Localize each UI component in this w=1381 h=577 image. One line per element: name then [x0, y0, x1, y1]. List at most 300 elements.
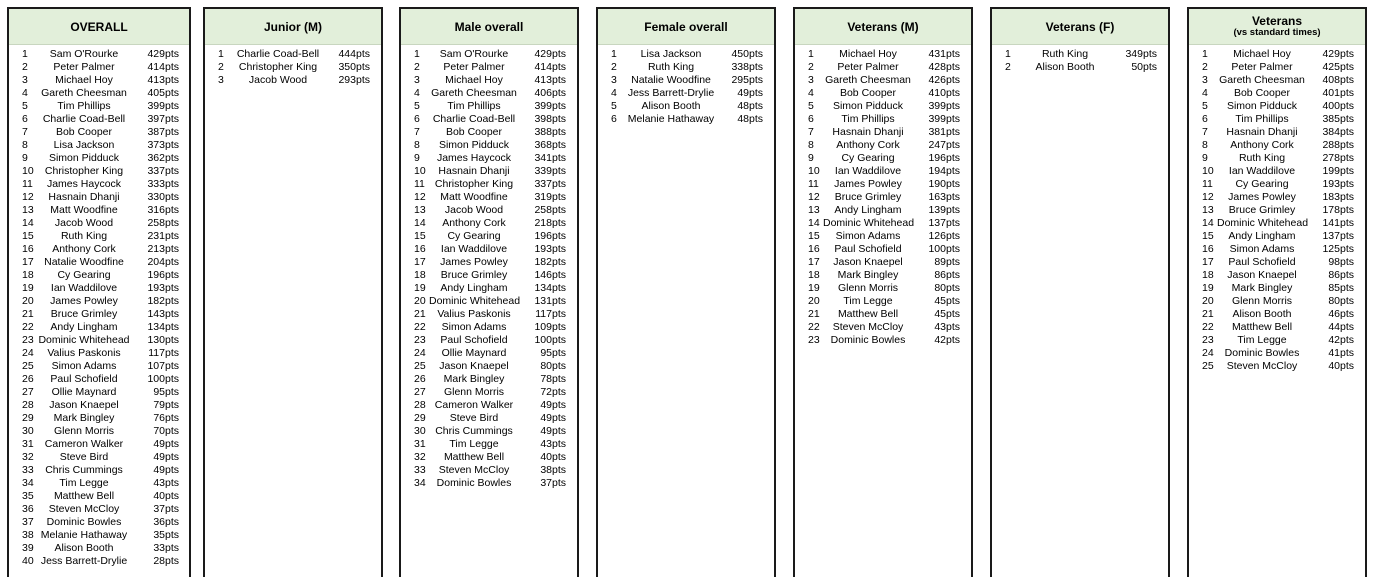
panel-male-overall [399, 7, 579, 577]
rank-position: 9 [22, 152, 28, 164]
athlete-points: 337pts [534, 178, 566, 190]
athlete-points: 80pts [540, 360, 566, 372]
rank-position: 26 [22, 373, 34, 385]
ranking-row [401, 126, 577, 139]
athlete-name: Cameron Walker [44, 438, 124, 450]
rank-position: 6 [808, 113, 814, 125]
athlete-name: Glenn Morris [443, 386, 505, 398]
athlete-name: James Powley [834, 178, 902, 190]
ranking-row [598, 100, 774, 113]
rank-position: 3 [1202, 74, 1208, 86]
rank-position: 1 [414, 48, 420, 60]
athlete-name: Bruce Grimley [50, 308, 118, 320]
athlete-name: Hasnain Dhanji [832, 126, 904, 138]
ranking-row [1189, 217, 1365, 230]
athlete-points: 444pts [338, 48, 370, 60]
ranking-row [9, 61, 189, 74]
athlete-points: 46pts [1328, 308, 1354, 320]
athlete-name: Bruce Grimley [440, 269, 508, 281]
athlete-points: 49pts [540, 412, 566, 424]
athlete-name: Dominic Bowles [1224, 347, 1300, 359]
athlete-points: 337pts [147, 165, 179, 177]
rank-position: 2 [611, 61, 617, 73]
rank-position: 20 [414, 295, 426, 307]
athlete-points: 137pts [1322, 230, 1354, 242]
ranking-row [795, 152, 971, 165]
rank-position: 1 [1202, 48, 1208, 60]
athlete-name: Glenn Morris [1231, 295, 1293, 307]
ranking-row [9, 503, 189, 516]
athlete-points: 405pts [147, 87, 179, 99]
athlete-points: 231pts [147, 230, 179, 242]
athlete-points: 95pts [153, 386, 179, 398]
ranking-row [1189, 165, 1365, 178]
athlete-points: 258pts [147, 217, 179, 229]
athlete-name: Paul Schofield [834, 243, 902, 255]
rank-position: 20 [1202, 295, 1214, 307]
ranking-row [1189, 282, 1365, 295]
athlete-points: 139pts [928, 204, 960, 216]
ranking-row [401, 256, 577, 269]
ranking-row [401, 230, 577, 243]
athlete-points: 278pts [1322, 152, 1354, 164]
panel-veterans-m [793, 7, 973, 577]
rank-position: 5 [808, 100, 814, 112]
panel-veterans-f [990, 7, 1170, 577]
athlete-name: Simon Pidduck [832, 100, 904, 112]
ranking-row [205, 48, 381, 61]
athlete-name: Simon Adams [1229, 243, 1295, 255]
ranking-row [795, 87, 971, 100]
athlete-name: Jason Knaepel [1227, 269, 1297, 281]
athlete-points: 399pts [928, 100, 960, 112]
rank-position: 24 [414, 347, 426, 359]
panel-header [795, 9, 971, 45]
athlete-points: 44pts [1328, 321, 1354, 333]
athlete-name: Lisa Jackson [53, 139, 115, 151]
rank-position: 13 [414, 204, 426, 216]
rank-position: 2 [808, 61, 814, 73]
rank-position: 22 [808, 321, 820, 333]
athlete-points: 450pts [731, 48, 763, 60]
ranking-row [598, 48, 774, 61]
rank-position: 40 [22, 555, 34, 567]
rank-position: 4 [808, 87, 814, 99]
athlete-points: 204pts [147, 256, 179, 268]
athlete-name: Peter Palmer [837, 61, 899, 73]
rank-position: 16 [22, 243, 34, 255]
athlete-points: 78pts [540, 373, 566, 385]
athlete-name: Paul Schofield [50, 373, 118, 385]
rank-position: 10 [808, 165, 820, 177]
rank-position: 6 [1202, 113, 1208, 125]
athlete-points: 399pts [928, 113, 960, 125]
athlete-name: Alison Booth [1035, 61, 1095, 73]
athlete-name: Matthew Bell [53, 490, 115, 502]
ranking-row [401, 87, 577, 100]
panel-header [1189, 9, 1365, 45]
athlete-name: Jacob Wood [444, 204, 504, 216]
athlete-points: 141pts [1322, 217, 1354, 229]
athlete-points: 86pts [934, 269, 960, 281]
ranking-row [9, 282, 189, 295]
rank-position: 19 [1202, 282, 1214, 294]
rank-position: 17 [22, 256, 34, 268]
ranking-row [9, 165, 189, 178]
rank-position: 10 [1202, 165, 1214, 177]
ranking-row [401, 308, 577, 321]
athlete-name: Ruth King [647, 61, 695, 73]
athlete-name: Charlie Coad-Bell [42, 113, 126, 125]
ranking-row [9, 477, 189, 490]
ranking-row [401, 386, 577, 399]
athlete-name: Sam O'Rourke [439, 48, 509, 60]
athlete-points: 339pts [534, 165, 566, 177]
athlete-points: 49pts [153, 451, 179, 463]
ranking-row [401, 269, 577, 282]
rank-position: 2 [1202, 61, 1208, 73]
ranking-row [9, 113, 189, 126]
rank-position: 37 [22, 516, 34, 528]
rank-position: 18 [1202, 269, 1214, 281]
rank-position: 35 [22, 490, 34, 502]
athlete-points: 41pts [1328, 347, 1354, 359]
athlete-points: 401pts [1322, 87, 1354, 99]
athlete-name: Peter Palmer [443, 61, 505, 73]
rank-position: 8 [808, 139, 814, 151]
panel-title: OVERALL [70, 19, 128, 34]
athlete-name: Peter Palmer [53, 61, 115, 73]
ranking-row [795, 126, 971, 139]
rank-position: 1 [611, 48, 617, 60]
rank-position: 25 [414, 360, 426, 372]
rank-position: 6 [611, 113, 617, 125]
rank-position: 5 [1202, 100, 1208, 112]
athlete-name: Dominic Whitehead [429, 295, 521, 307]
ranking-row [9, 269, 189, 282]
athlete-points: 385pts [1322, 113, 1354, 125]
athlete-name: Matt Woodfine [50, 204, 118, 216]
rank-position: 23 [414, 334, 426, 346]
rank-position: 25 [22, 360, 34, 372]
ranking-row [401, 113, 577, 126]
athlete-points: 178pts [1322, 204, 1354, 216]
ranking-row [401, 152, 577, 165]
rank-position: 17 [414, 256, 426, 268]
athlete-points: 109pts [534, 321, 566, 333]
athlete-points: 428pts [928, 61, 960, 73]
ranking-row [9, 243, 189, 256]
athlete-points: 143pts [147, 308, 179, 320]
athlete-points: 218pts [534, 217, 566, 229]
athlete-name: Bruce Grimley [834, 191, 902, 203]
athlete-name: James Haycock [436, 152, 512, 164]
athlete-name: Alison Booth [641, 100, 701, 112]
ranking-row [205, 61, 381, 74]
ranking-row [401, 399, 577, 412]
ranking-row [205, 74, 381, 87]
athlete-points: 48pts [737, 113, 763, 125]
panel-title: Veterans (F) [1045, 19, 1115, 34]
ranking-row [1189, 126, 1365, 139]
ranking-row [401, 464, 577, 477]
athlete-points: 193pts [1322, 178, 1354, 190]
ranking-row [1189, 360, 1365, 373]
athlete-points: 49pts [737, 87, 763, 99]
athlete-name: Jess Barrett-Drylie [40, 555, 128, 567]
athlete-points: 86pts [1328, 269, 1354, 281]
ranking-row [401, 451, 577, 464]
athlete-points: 193pts [147, 282, 179, 294]
athlete-points: 399pts [534, 100, 566, 112]
rank-position: 38 [22, 529, 34, 541]
athlete-points: 163pts [928, 191, 960, 203]
ranking-row [401, 438, 577, 451]
athlete-points: 72pts [540, 386, 566, 398]
athlete-points: 36pts [153, 516, 179, 528]
athlete-name: Cameron Walker [434, 399, 514, 411]
ranking-row [401, 61, 577, 74]
rank-position: 22 [1202, 321, 1214, 333]
rank-position: 8 [1202, 139, 1208, 151]
rank-position: 19 [808, 282, 820, 294]
athlete-name: Jason Knaepel [49, 399, 119, 411]
athlete-points: 45pts [934, 308, 960, 320]
ranking-row [401, 139, 577, 152]
athlete-name: Michael Hoy [839, 48, 897, 60]
rank-position: 11 [414, 178, 425, 190]
athlete-points: 410pts [928, 87, 960, 99]
rank-position: 34 [22, 477, 34, 489]
athlete-name: Natalie Woodfine [44, 256, 124, 268]
ranking-row [9, 308, 189, 321]
athlete-name: Ruth King [60, 230, 108, 242]
rank-position: 11 [1202, 178, 1213, 190]
athlete-name: Ian Waddilove [440, 243, 508, 255]
athlete-points: 196pts [928, 152, 960, 164]
rank-position: 12 [808, 191, 820, 203]
rank-position: 29 [414, 412, 426, 424]
ranking-row [795, 321, 971, 334]
rank-position: 3 [414, 74, 420, 86]
athlete-name: Ollie Maynard [51, 386, 117, 398]
rank-position: 9 [414, 152, 420, 164]
rank-position: 10 [22, 165, 34, 177]
athlete-name: Simon Pidduck [438, 139, 510, 151]
rank-position: 18 [414, 269, 426, 281]
rank-position: 14 [808, 217, 820, 229]
athlete-name: Christopher King [434, 178, 514, 190]
panel-title: Junior (M) [264, 19, 322, 34]
athlete-name: Alison Booth [1232, 308, 1292, 320]
athlete-points: 373pts [147, 139, 179, 151]
ranking-row [9, 373, 189, 386]
rank-position: 7 [22, 126, 28, 138]
ranking-row [795, 74, 971, 87]
ranking-row [598, 74, 774, 87]
rank-position: 4 [1202, 87, 1208, 99]
athlete-points: 316pts [147, 204, 179, 216]
athlete-points: 194pts [928, 165, 960, 177]
ranking-row [1189, 74, 1365, 87]
rank-position: 21 [22, 308, 34, 320]
athlete-name: Tim Legge [1237, 334, 1287, 346]
athlete-name: Steven McCloy [48, 503, 120, 515]
ranking-row [1189, 295, 1365, 308]
rank-position: 12 [414, 191, 426, 203]
athlete-points: 362pts [147, 152, 179, 164]
athlete-name: Glenn Morris [53, 425, 115, 437]
rank-position: 23 [22, 334, 34, 346]
rank-position: 1 [808, 48, 814, 60]
athlete-name: Tim Phillips [57, 100, 111, 112]
athlete-points: 193pts [534, 243, 566, 255]
ranking-row [9, 451, 189, 464]
ranking-row [1189, 269, 1365, 282]
athlete-name: Peter Palmer [1231, 61, 1293, 73]
rank-position: 17 [1202, 256, 1214, 268]
athlete-points: 49pts [540, 425, 566, 437]
ranking-row [9, 399, 189, 412]
athlete-points: 95pts [540, 347, 566, 359]
athlete-points: 107pts [147, 360, 179, 372]
athlete-points: 338pts [731, 61, 763, 73]
rank-position: 21 [414, 308, 426, 320]
rank-position: 12 [1202, 191, 1214, 203]
rank-position: 13 [22, 204, 34, 216]
ranking-row [1189, 256, 1365, 269]
rank-position: 39 [22, 542, 34, 554]
athlete-points: 349pts [1125, 48, 1157, 60]
athlete-name: Gareth Cheesman [1219, 74, 1305, 86]
athlete-points: 131pts [534, 295, 566, 307]
athlete-name: Michael Hoy [445, 74, 503, 86]
athlete-points: 35pts [153, 529, 179, 541]
athlete-name: Christopher King [238, 61, 318, 73]
ranking-row [401, 425, 577, 438]
rank-position: 14 [22, 217, 34, 229]
athlete-points: 76pts [153, 412, 179, 424]
rank-position: 21 [1202, 308, 1214, 320]
ranking-row [9, 386, 189, 399]
athlete-name: Sam O'Rourke [49, 48, 119, 60]
ranking-row [9, 347, 189, 360]
rank-position: 2 [1005, 61, 1011, 73]
panel-female-overall [596, 7, 776, 577]
rank-position: 5 [414, 100, 420, 112]
athlete-points: 45pts [934, 295, 960, 307]
ranking-list [598, 48, 774, 126]
rank-position: 15 [808, 230, 820, 242]
athlete-name: Dominic Whitehead [1217, 217, 1309, 229]
athlete-points: 387pts [147, 126, 179, 138]
ranking-row [9, 490, 189, 503]
rank-position: 36 [22, 503, 34, 515]
panel-title: Veterans [1251, 14, 1303, 28]
rank-position: 28 [22, 399, 34, 411]
athlete-points: 295pts [731, 74, 763, 86]
athlete-points: 40pts [153, 490, 179, 502]
athlete-points: 413pts [147, 74, 179, 86]
athlete-name: Natalie Woodfine [631, 74, 711, 86]
athlete-points: 213pts [147, 243, 179, 255]
athlete-points: 190pts [928, 178, 960, 190]
ranking-row [795, 269, 971, 282]
athlete-name: Bob Cooper [839, 87, 897, 99]
rank-position: 15 [1202, 230, 1214, 242]
athlete-points: 43pts [153, 477, 179, 489]
rank-position: 11 [22, 178, 33, 190]
rank-position: 15 [22, 230, 34, 242]
athlete-name: Tim Legge [449, 438, 499, 450]
athlete-name: Cy Gearing [841, 152, 895, 164]
athlete-points: 182pts [147, 295, 179, 307]
ranking-row [1189, 178, 1365, 191]
ranking-row [1189, 347, 1365, 360]
rank-position: 33 [414, 464, 426, 476]
rank-position: 3 [22, 74, 28, 86]
athlete-name: Hasnain Dhanji [438, 165, 510, 177]
athlete-name: Anthony Cork [52, 243, 116, 255]
rank-position: 22 [22, 321, 34, 333]
rank-position: 23 [808, 334, 820, 346]
athlete-name: Steve Bird [59, 451, 109, 463]
athlete-name: Dominic Whitehead [823, 217, 915, 229]
athlete-points: 183pts [1322, 191, 1354, 203]
athlete-name: Tim Legge [59, 477, 109, 489]
athlete-name: Simon Adams [51, 360, 117, 372]
ranking-row [9, 438, 189, 451]
ranking-row [401, 373, 577, 386]
athlete-points: 429pts [534, 48, 566, 60]
athlete-name: Cy Gearing [447, 230, 501, 242]
athlete-name: Andy Lingham [440, 282, 508, 294]
panel-junior-m [203, 7, 383, 577]
rank-position: 1 [22, 48, 28, 60]
athlete-points: 40pts [540, 451, 566, 463]
rank-position: 4 [414, 87, 420, 99]
rank-position: 7 [808, 126, 814, 138]
rank-position: 20 [22, 295, 34, 307]
athlete-name: Jason Knaepel [439, 360, 509, 372]
ranking-row [795, 178, 971, 191]
athlete-name: Chris Cummings [45, 464, 123, 476]
athlete-name: Ian Waddilove [1228, 165, 1296, 177]
athlete-points: 397pts [147, 113, 179, 125]
ranking-row [9, 256, 189, 269]
athlete-points: 79pts [153, 399, 179, 411]
rank-position: 24 [22, 347, 34, 359]
athlete-name: Glenn Morris [837, 282, 899, 294]
ranking-list [1189, 48, 1365, 373]
athlete-points: 400pts [1322, 100, 1354, 112]
ranking-list [795, 48, 971, 347]
ranking-row [401, 217, 577, 230]
panel-header [9, 9, 189, 45]
rank-position: 7 [414, 126, 420, 138]
ranking-row [795, 230, 971, 243]
athlete-name: Simon Pidduck [48, 152, 120, 164]
rank-position: 31 [22, 438, 34, 450]
athlete-name: Ruth King [1238, 152, 1286, 164]
ranking-row [9, 334, 189, 347]
panel-title: Female overall [644, 19, 728, 34]
rank-position: 3 [611, 74, 617, 86]
ranking-row [9, 425, 189, 438]
athlete-points: 98pts [1328, 256, 1354, 268]
athlete-name: Bruce Grimley [1228, 204, 1296, 216]
athlete-points: 100pts [928, 243, 960, 255]
